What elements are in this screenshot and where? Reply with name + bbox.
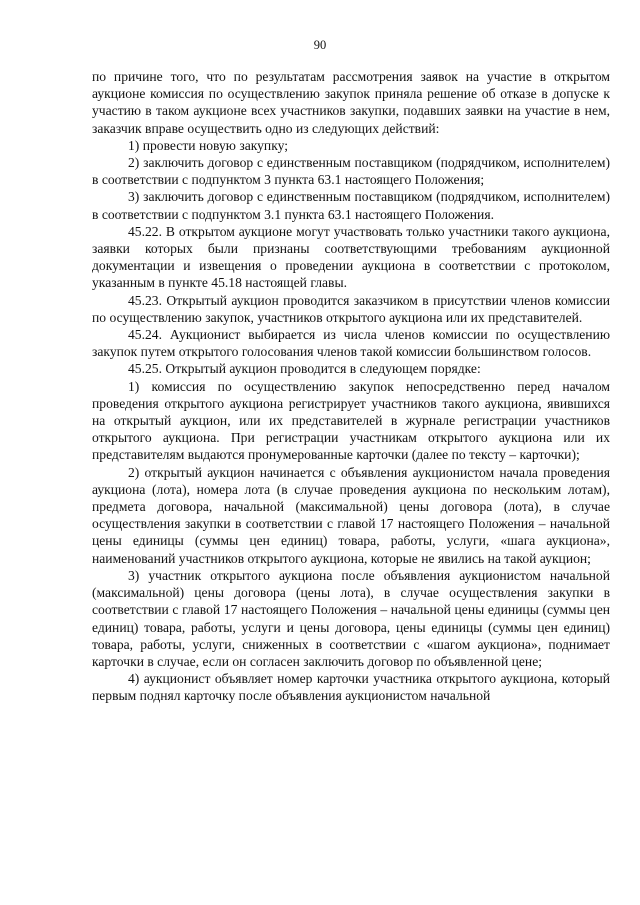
page-number: 90 [313, 38, 327, 52]
paragraph-step-2: 2) открытый аукцион начинается с объявления аукционистом начала проведения аукциона (лота), номера лота (в случае проведения аукциона по нескольким лотам), предмета договора, начальной (максимальной) цены договора (лота), в случае осуществления закупки в соответствии с главой 17 настоящего Положения – начальной цены единицы (суммы цен единиц) товара, работы, услуги, «шага аукциона», наименований участников открытого аукциона, которые не явились на такой аукцион; [92, 464, 610, 566]
paragraph-step-4: 4) аукционист объявляет номер карточки участника открытого аукциона, который первым поднял карточку после объявления аукционистом начальной [92, 671, 610, 704]
paragraph-option-3: 3) заключить договор с единственным поставщиком (подрядчиком, исполнителем) в соответствии с подпунктом 3.1 пункта 63.1 настоящего Положения. [92, 189, 610, 222]
paragraph-option-1: 1) провести новую закупку; [128, 137, 289, 153]
paragraph-option-2: 2) заключить договор с единственным поставщиком (подрядчиком, исполнителем) в соответствии с подпунктом 3 пункта 63.1 настоящего Положения; [92, 155, 610, 188]
paragraph-step-3: 3) участник открытого аукциона после объявления аукционистом начальной (максимальной) цены договора (цены лота), в случае осуществления закупки в соответствии с главой 17 настоящего Положения – начальной цены единицы (суммы цен единиц) товара, работы, услуги и цены договора, цены единицы (суммы цен единиц) товара, работы, услуги, сниженных в соответствии с «шагом аукциона», поднимает карточки в случае, если он согласен заключить договор по объявленной цене; [92, 567, 610, 669]
paragraph-45-23: 45.23. Открытый аукцион проводится заказчиком в присутствии членов комиссии по осуществлению закупок, участников открытого аукциона или их представителей. [92, 292, 610, 325]
paragraph-step-1: 1) комиссия по осуществлению закупок непосредственно перед началом проведения открытого аукциона регистрирует участников такого аукциона, явившихся на открытый аукцион, или их представителей в журнале регистрации участников открытого аукциона. При регистрации участникам открытого аукциона или их представителям выдаются пронумерованные карточки (далее по тексту – карточки); [92, 378, 610, 463]
paragraph-45-24: 45.24. Аукционист выбирается из числа членов комиссии по осуществлению закупок путем открытого голосования членов такой комиссии большинством голосов. [92, 327, 610, 360]
paragraph-45-22: 45.22. В открытом аукционе могут участвовать только участники такого аукциона, заявки которых были признаны соответствующими требованиям аукционной документации и извещения о проведении аукциона в соответствии с протоколом, указанным в пункте 45.18 настоящей главы. [92, 223, 610, 291]
paragraph-continuation: по причине того, что по результатам рассмотрения заявок на участие в открытом аукционе комиссия по осуществлению закупок приняла решение об отказе в допуске к участию в таком аукционе всех участников закупки, подавших заявки на участие в нем, заказчик вправе осуществить одно из следующих действий: [92, 69, 610, 136]
document-body [92, 68, 610, 705]
paragraph-45-25: 45.25. Открытый аукцион проводится в следующем порядке: [128, 361, 481, 377]
